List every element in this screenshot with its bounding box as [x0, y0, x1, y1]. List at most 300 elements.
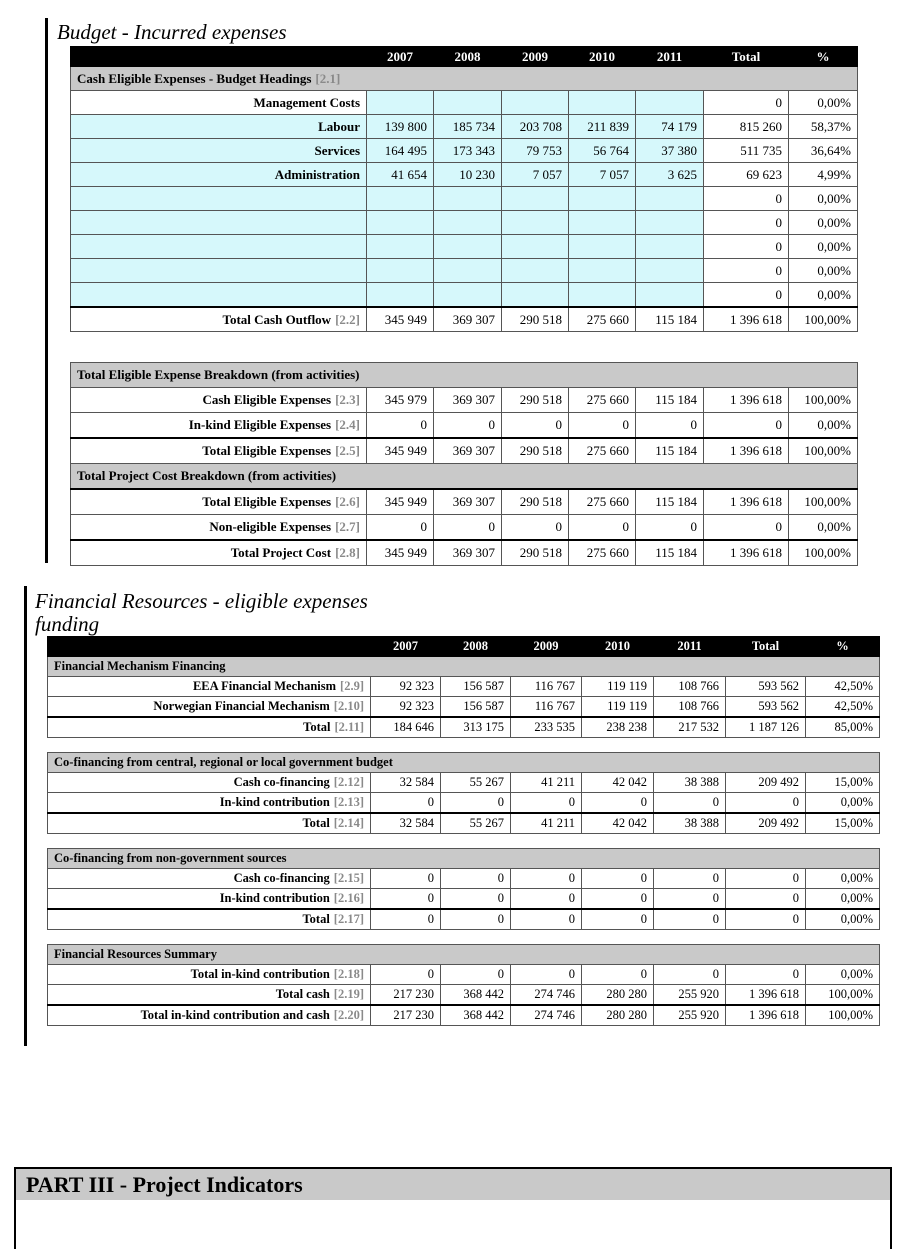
- year-value-cell: 10 230: [434, 163, 502, 187]
- year-value-cell: 280 280: [582, 1005, 654, 1026]
- row-label: Total Eligible Expenses: [202, 494, 332, 509]
- year-value-cell: 203 708: [502, 115, 569, 139]
- total-value-cell: 1 396 618: [704, 438, 789, 464]
- year-value-cell: 280 280: [582, 985, 654, 1006]
- budget-headings-table: [70, 46, 858, 332]
- percent-value-cell: 100,00%: [789, 540, 858, 566]
- year-value-cell: 368 442: [441, 985, 511, 1006]
- year-value-cell: 217 532: [654, 717, 726, 738]
- year-value-cell: 0: [371, 909, 441, 930]
- project-cost-breakdown-section: [71, 464, 858, 490]
- year-value-cell: 369 307: [434, 388, 502, 413]
- total-value-cell: 511 735: [704, 139, 789, 163]
- year-value-cell: [636, 283, 704, 308]
- year-value-cell: [367, 259, 434, 283]
- total-value-cell: 1 396 618: [704, 540, 789, 566]
- table-row: [48, 985, 880, 1006]
- row-label: Services: [314, 142, 360, 158]
- year-value-cell: 369 307: [434, 489, 502, 515]
- row-label-cell: [71, 388, 367, 413]
- year-value-cell: 0: [654, 909, 726, 930]
- year-value-cell: 38 388: [654, 773, 726, 793]
- year-value-cell: [502, 91, 569, 115]
- year-value-cell: 275 660: [569, 388, 636, 413]
- section-title-text: Co-financing from central, regional or local government budget: [54, 755, 393, 769]
- year-value-cell: 32 584: [371, 773, 441, 793]
- financial-heading-line2: funding: [35, 612, 100, 636]
- year-value-cell: [569, 91, 636, 115]
- section-title-text: Financial Resources Summary: [54, 947, 217, 961]
- row-label-cell: [71, 540, 367, 566]
- year-value-cell: 369 307: [434, 438, 502, 464]
- year-value-cell: 255 920: [654, 1005, 726, 1026]
- total-value-cell: 593 562: [726, 697, 806, 718]
- year-value-cell: [502, 259, 569, 283]
- year-value-cell: 115 184: [636, 388, 704, 413]
- percent-value-cell: 0,00%: [806, 793, 880, 814]
- percent-value-cell: 42,50%: [806, 677, 880, 697]
- row-label: Cash co-financing: [233, 775, 330, 789]
- percent-value-cell: 100,00%: [789, 489, 858, 515]
- year-value-cell: 0: [569, 413, 636, 439]
- table-row: [71, 283, 858, 308]
- year-value-cell: [434, 211, 502, 235]
- table-row: [71, 307, 858, 332]
- year-value-cell: 55 267: [441, 773, 511, 793]
- year-value-cell: 0: [371, 793, 441, 814]
- header-blank-cell: [71, 47, 367, 67]
- year-value-cell: 74 179: [636, 115, 704, 139]
- table-row: [71, 211, 858, 235]
- column-header: 2011: [654, 637, 726, 657]
- row-label: In-kind contribution: [219, 891, 330, 905]
- spacer-row: [48, 738, 880, 753]
- row-label: Total in-kind contribution and cash: [140, 1008, 330, 1022]
- row-reference: [2.19]: [333, 987, 364, 1001]
- percent-value-cell: 0,00%: [806, 869, 880, 889]
- row-reference: [2.2]: [335, 311, 360, 327]
- year-value-cell: 275 660: [569, 307, 636, 332]
- section-title: [71, 67, 858, 91]
- section-title-text: Total Project Cost Breakdown (from activities): [77, 468, 337, 483]
- table-row: [48, 965, 880, 985]
- budget-margin-rule: [45, 18, 48, 563]
- total-value-cell: 0: [704, 235, 789, 259]
- year-value-cell: [502, 211, 569, 235]
- row-label: Non-eligible Expenses: [209, 519, 332, 534]
- year-value-cell: 0: [434, 515, 502, 541]
- row-label: Total in-kind contribution: [190, 967, 330, 981]
- year-value-cell: 0: [654, 889, 726, 910]
- percent-value-cell: 4,99%: [789, 163, 858, 187]
- year-value-cell: 156 587: [441, 677, 511, 697]
- year-value-cell: [502, 283, 569, 308]
- row-reference: [2.3]: [335, 392, 360, 407]
- year-value-cell: 0: [441, 869, 511, 889]
- year-value-cell: 0: [511, 869, 582, 889]
- year-value-cell: 139 800: [367, 115, 434, 139]
- year-value-cell: 0: [582, 909, 654, 930]
- table-row: [71, 259, 858, 283]
- section-title: [48, 849, 880, 869]
- total-value-cell: 1 396 618: [726, 985, 806, 1006]
- section-title: [71, 464, 858, 490]
- row-label: Total: [302, 816, 330, 830]
- year-value-cell: 217 230: [371, 985, 441, 1006]
- year-value-cell: 55 267: [441, 813, 511, 834]
- row-label: Labour: [318, 118, 360, 134]
- year-value-cell: [636, 259, 704, 283]
- year-value-cell: [367, 235, 434, 259]
- section-reference: [2.1]: [315, 70, 341, 86]
- row-reference: [2.13]: [333, 795, 364, 809]
- row-label-cell: [71, 413, 367, 439]
- part3-title: PART III - Project Indicators: [16, 1169, 890, 1200]
- column-header: 2009: [502, 47, 569, 67]
- percent-value-cell: 0,00%: [789, 259, 858, 283]
- year-value-cell: 0: [511, 909, 582, 930]
- year-value-cell: 274 746: [511, 985, 582, 1006]
- year-value-cell: 0: [636, 515, 704, 541]
- year-value-cell: 369 307: [434, 307, 502, 332]
- percent-value-cell: 36,64%: [789, 139, 858, 163]
- financing-group-section: [48, 945, 880, 965]
- part3-section: [14, 1167, 892, 1249]
- year-value-cell: 275 660: [569, 540, 636, 566]
- row-label: Total: [302, 912, 330, 926]
- year-value-cell: 0: [582, 869, 654, 889]
- year-value-cell: 275 660: [569, 489, 636, 515]
- year-value-cell: 0: [434, 413, 502, 439]
- year-value-cell: 116 767: [511, 697, 582, 718]
- section-title: [48, 753, 880, 773]
- table-row: [71, 540, 858, 566]
- year-value-cell: 233 535: [511, 717, 582, 738]
- year-value-cell: 0: [569, 515, 636, 541]
- column-header: 2010: [582, 637, 654, 657]
- year-value-cell: [569, 259, 636, 283]
- row-label-cell: [48, 909, 371, 930]
- year-value-cell: 255 920: [654, 985, 726, 1006]
- percent-value-cell: 15,00%: [806, 813, 880, 834]
- percent-value-cell: 85,00%: [806, 717, 880, 738]
- section-title: [48, 657, 880, 677]
- column-header: Total: [704, 47, 789, 67]
- year-value-cell: 0: [441, 889, 511, 910]
- year-value-cell: 0: [367, 515, 434, 541]
- total-value-cell: 0: [726, 869, 806, 889]
- year-value-cell: [502, 187, 569, 211]
- row-reference: [2.17]: [333, 912, 364, 926]
- row-label: EEA Financial Mechanism: [192, 679, 337, 693]
- row-label-cell: [71, 235, 367, 259]
- year-value-cell: 92 323: [371, 677, 441, 697]
- year-value-cell: 56 764: [569, 139, 636, 163]
- year-value-cell: 0: [654, 965, 726, 985]
- section-title-text: Total Eligible Expense Breakdown (from activities): [77, 367, 360, 382]
- year-value-cell: 290 518: [502, 388, 569, 413]
- financial-margin-rule: [24, 586, 27, 1046]
- year-value-cell: 290 518: [502, 540, 569, 566]
- table-row: [48, 909, 880, 930]
- year-value-cell: 184 646: [371, 717, 441, 738]
- year-value-cell: 42 042: [582, 813, 654, 834]
- total-value-cell: 69 623: [704, 163, 789, 187]
- row-label: In-kind Eligible Expenses: [188, 417, 332, 432]
- year-value-cell: 119 119: [582, 697, 654, 718]
- year-value-cell: 345 949: [367, 438, 434, 464]
- financing-group-section: [48, 657, 880, 677]
- year-value-cell: 0: [371, 889, 441, 910]
- percent-value-cell: 58,37%: [789, 115, 858, 139]
- row-label-cell: [48, 869, 371, 889]
- year-value-cell: 32 584: [371, 813, 441, 834]
- column-header: Total: [726, 637, 806, 657]
- year-value-cell: 211 839: [569, 115, 636, 139]
- percent-value-cell: 15,00%: [806, 773, 880, 793]
- row-reference: [2.14]: [333, 816, 364, 830]
- year-value-cell: 108 766: [654, 697, 726, 718]
- row-label-cell: [48, 985, 371, 1006]
- year-value-cell: [636, 187, 704, 211]
- row-label-cell: [71, 211, 367, 235]
- row-label: In-kind contribution: [219, 795, 330, 809]
- year-value-cell: 115 184: [636, 307, 704, 332]
- table-row: [48, 717, 880, 738]
- year-value-cell: 116 767: [511, 677, 582, 697]
- year-value-cell: 345 979: [367, 388, 434, 413]
- year-value-cell: 368 442: [441, 1005, 511, 1026]
- year-value-cell: 0: [441, 793, 511, 814]
- year-value-cell: 313 175: [441, 717, 511, 738]
- year-value-cell: 274 746: [511, 1005, 582, 1026]
- column-header-row: [48, 637, 880, 657]
- budget-headings-section: [71, 67, 858, 91]
- row-label: Cash Eligible Expenses: [202, 392, 332, 407]
- percent-value-cell: 0,00%: [789, 413, 858, 439]
- table-row: [71, 413, 858, 439]
- total-value-cell: 0: [726, 793, 806, 814]
- table-row: [48, 889, 880, 910]
- year-value-cell: [502, 235, 569, 259]
- column-header: 2008: [441, 637, 511, 657]
- row-label: Total: [303, 720, 331, 734]
- percent-value-cell: 0,00%: [789, 211, 858, 235]
- year-value-cell: 41 654: [367, 163, 434, 187]
- year-value-cell: [636, 235, 704, 259]
- year-value-cell: 345 949: [367, 489, 434, 515]
- row-label-cell: [71, 307, 367, 332]
- column-header: 2009: [511, 637, 582, 657]
- row-reference: [2.20]: [333, 1008, 364, 1022]
- year-value-cell: 92 323: [371, 697, 441, 718]
- year-value-cell: 115 184: [636, 489, 704, 515]
- year-value-cell: 0: [636, 413, 704, 439]
- total-value-cell: 209 492: [726, 813, 806, 834]
- year-value-cell: 0: [654, 869, 726, 889]
- section-title-text: Financial Mechanism Financing: [54, 659, 226, 673]
- year-value-cell: 0: [441, 909, 511, 930]
- table-row: [71, 438, 858, 464]
- column-header: 2011: [636, 47, 704, 67]
- row-label-cell: [48, 1005, 371, 1026]
- year-value-cell: 0: [502, 413, 569, 439]
- year-value-cell: 369 307: [434, 540, 502, 566]
- year-value-cell: 0: [511, 965, 582, 985]
- row-reference: [2.5]: [335, 443, 360, 458]
- row-label: Total Project Cost: [230, 545, 332, 560]
- row-label: Administration: [274, 166, 360, 182]
- row-reference: [2.8]: [335, 545, 360, 560]
- table-row: [48, 697, 880, 718]
- spacer-cell: [48, 834, 880, 849]
- percent-value-cell: 0,00%: [789, 235, 858, 259]
- table-row: [71, 187, 858, 211]
- percent-value-cell: 100,00%: [789, 438, 858, 464]
- spacer-cell: [48, 930, 880, 945]
- total-value-cell: 0: [704, 91, 789, 115]
- year-value-cell: 173 343: [434, 139, 502, 163]
- spacer-cell: [48, 738, 880, 753]
- eligible-breakdown-section: [71, 363, 858, 388]
- row-label: Total Eligible Expenses: [202, 443, 332, 458]
- table-row: [71, 91, 858, 115]
- table-row: [71, 489, 858, 515]
- total-value-cell: 0: [704, 259, 789, 283]
- percent-value-cell: 0,00%: [789, 283, 858, 308]
- total-value-cell: 0: [726, 965, 806, 985]
- financing-group-section: [48, 849, 880, 869]
- percent-value-cell: 0,00%: [789, 187, 858, 211]
- year-value-cell: 275 660: [569, 438, 636, 464]
- year-value-cell: 290 518: [502, 438, 569, 464]
- section-title-text: Co-financing from non-government sources: [54, 851, 287, 865]
- row-reference: [2.6]: [335, 494, 360, 509]
- year-value-cell: [434, 259, 502, 283]
- row-reference: [2.4]: [335, 417, 360, 432]
- total-value-cell: 0: [704, 187, 789, 211]
- year-value-cell: 115 184: [636, 438, 704, 464]
- percent-value-cell: 100,00%: [806, 985, 880, 1006]
- year-value-cell: 79 753: [502, 139, 569, 163]
- year-value-cell: [367, 283, 434, 308]
- row-label-cell: [71, 115, 367, 139]
- year-value-cell: [569, 283, 636, 308]
- column-header-row: [71, 47, 858, 67]
- column-header: %: [806, 637, 880, 657]
- year-value-cell: 0: [371, 965, 441, 985]
- column-header: 2008: [434, 47, 502, 67]
- row-label-cell: [48, 677, 371, 697]
- total-value-cell: 0: [704, 211, 789, 235]
- year-value-cell: 185 734: [434, 115, 502, 139]
- spacer-row: [48, 834, 880, 849]
- row-label-cell: [71, 489, 367, 515]
- year-value-cell: 0: [511, 889, 582, 910]
- spacer-row: [48, 930, 880, 945]
- table-row: [71, 163, 858, 187]
- financial-resources-table: [47, 636, 880, 1026]
- year-value-cell: [434, 91, 502, 115]
- year-value-cell: 0: [654, 793, 726, 814]
- row-label-cell: [48, 793, 371, 814]
- row-reference: [2.10]: [333, 699, 364, 713]
- year-value-cell: 345 949: [367, 307, 434, 332]
- row-label: Norwegian Financial Mechanism: [153, 699, 330, 713]
- year-value-cell: [367, 211, 434, 235]
- table-row: [71, 115, 858, 139]
- total-value-cell: 1 396 618: [726, 1005, 806, 1026]
- row-reference: [2.15]: [333, 871, 364, 885]
- row-label-cell: [48, 965, 371, 985]
- percent-value-cell: 100,00%: [789, 388, 858, 413]
- table-row: [48, 813, 880, 834]
- row-label-cell: [48, 697, 371, 718]
- year-value-cell: 290 518: [502, 489, 569, 515]
- percent-value-cell: 0,00%: [806, 889, 880, 910]
- percent-value-cell: 100,00%: [806, 1005, 880, 1026]
- expense-breakdown-table: [70, 362, 858, 566]
- row-reference: [2.7]: [335, 519, 360, 534]
- year-value-cell: [569, 211, 636, 235]
- year-value-cell: 0: [582, 793, 654, 814]
- total-value-cell: 0: [704, 515, 789, 541]
- row-label-cell: [71, 187, 367, 211]
- row-label-cell: [71, 515, 367, 541]
- total-value-cell: 0: [704, 283, 789, 308]
- financing-group-section: [48, 753, 880, 773]
- year-value-cell: 115 184: [636, 540, 704, 566]
- year-value-cell: 42 042: [582, 773, 654, 793]
- row-label-cell: [48, 889, 371, 910]
- year-value-cell: 3 625: [636, 163, 704, 187]
- total-value-cell: 1 187 126: [726, 717, 806, 738]
- percent-value-cell: 0,00%: [789, 91, 858, 115]
- table-row: [48, 1005, 880, 1026]
- year-value-cell: [367, 187, 434, 211]
- percent-value-cell: 0,00%: [806, 909, 880, 930]
- year-value-cell: [434, 283, 502, 308]
- year-value-cell: [569, 187, 636, 211]
- year-value-cell: 0: [511, 793, 582, 814]
- year-value-cell: 238 238: [582, 717, 654, 738]
- table-row: [71, 139, 858, 163]
- row-label: Total cash: [275, 987, 330, 1001]
- row-label-cell: [71, 91, 367, 115]
- row-label: Total Cash Outflow: [222, 311, 332, 327]
- total-value-cell: 593 562: [726, 677, 806, 697]
- year-value-cell: 164 495: [367, 139, 434, 163]
- table-row: [71, 515, 858, 541]
- percent-value-cell: 0,00%: [806, 965, 880, 985]
- total-value-cell: 0: [726, 889, 806, 910]
- column-header: 2007: [371, 637, 441, 657]
- year-value-cell: 37 380: [636, 139, 704, 163]
- table-row: [71, 235, 858, 259]
- year-value-cell: 7 057: [502, 163, 569, 187]
- year-value-cell: 108 766: [654, 677, 726, 697]
- total-value-cell: 1 396 618: [704, 388, 789, 413]
- year-value-cell: 7 057: [569, 163, 636, 187]
- row-label-cell: [71, 163, 367, 187]
- row-label-cell: [71, 139, 367, 163]
- table-row: [48, 869, 880, 889]
- column-header: %: [789, 47, 858, 67]
- total-value-cell: 0: [704, 413, 789, 439]
- year-value-cell: 0: [502, 515, 569, 541]
- row-reference: [2.16]: [333, 891, 364, 905]
- year-value-cell: 41 211: [511, 813, 582, 834]
